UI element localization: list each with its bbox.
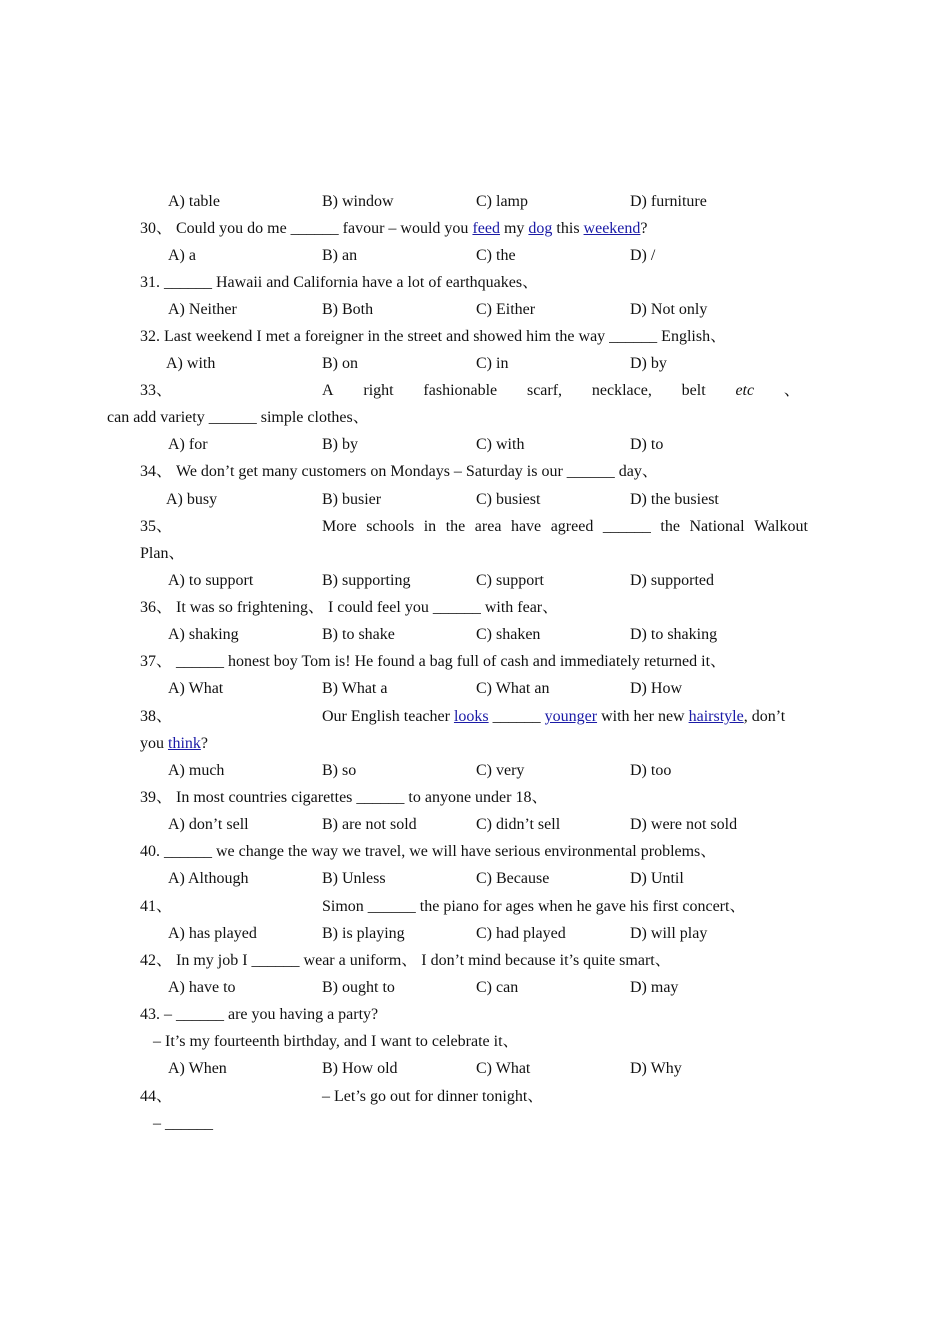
option-a: A) Neither xyxy=(168,301,237,318)
option-b: B) an xyxy=(322,247,358,264)
word: schools xyxy=(366,518,415,535)
option-a: A) What xyxy=(168,680,224,697)
link-hairstyle[interactable]: hairstyle xyxy=(688,708,744,725)
option-a: A) shaking xyxy=(168,626,239,643)
word: belt xyxy=(681,382,706,399)
word: have xyxy=(510,518,542,535)
option-b: B) window xyxy=(322,193,394,210)
word: the xyxy=(660,518,680,535)
word: the xyxy=(445,518,466,535)
option-d: D) the busiest xyxy=(630,491,719,508)
question-33-number: 33、 xyxy=(140,382,173,399)
word: Walkout xyxy=(754,518,808,535)
option-d: D) to xyxy=(630,436,664,453)
word: necklace, xyxy=(591,382,652,399)
option-c: C) What an xyxy=(476,680,550,697)
option-d: D) How xyxy=(630,680,682,697)
option-b: B) busier xyxy=(322,491,382,508)
question-39: 39、 In most countries cigarettes ______ to anyone under 18、 xyxy=(140,789,548,806)
question-text: with her new xyxy=(597,708,689,725)
option-d: D) / xyxy=(630,247,656,264)
option-a: A) don’t sell xyxy=(168,816,249,833)
question-44-number: 44、 xyxy=(140,1088,173,1105)
option-a: A) a xyxy=(168,247,196,264)
option-b: B) on xyxy=(322,355,358,372)
word: 、 xyxy=(783,382,800,399)
question-43-reply: – It’s my fourteenth birthday, and I want to celebrate it、 xyxy=(153,1033,519,1050)
option-b: B) supporting xyxy=(322,572,411,589)
word: National xyxy=(689,518,745,535)
word: A xyxy=(322,382,334,399)
question-44-reply: – ______ xyxy=(153,1115,213,1132)
question-text: this xyxy=(552,220,584,237)
option-c: C) Either xyxy=(476,301,536,318)
option-a: A) busy xyxy=(166,491,218,508)
option-c: C) can xyxy=(476,979,519,996)
option-d: D) will play xyxy=(630,925,708,942)
option-a: A) much xyxy=(168,762,225,779)
option-b: B) are not sold xyxy=(322,816,417,833)
question-40: 40. ______ we change the way we travel, we will have serious environmental problems、 xyxy=(140,843,717,860)
question-44: – Let’s go out for dinner tonight、 xyxy=(322,1088,544,1105)
option-a: A) has played xyxy=(168,925,257,942)
option-d: D) may xyxy=(630,979,679,996)
option-b: B) What a xyxy=(322,680,388,697)
option-a: A) When xyxy=(168,1060,227,1077)
option-c: C) very xyxy=(476,762,525,779)
option-a: A) with xyxy=(166,355,216,372)
option-d: D) Until xyxy=(630,870,684,887)
option-d: D) furniture xyxy=(630,193,707,210)
option-c: C) the xyxy=(476,247,516,264)
option-d: D) supported xyxy=(630,572,714,589)
word: scarf, xyxy=(526,382,563,399)
word: right xyxy=(363,382,394,399)
word: ______ xyxy=(602,518,651,535)
question-38-number: 38、 xyxy=(140,708,173,725)
option-b: B) ought to xyxy=(322,979,395,996)
question-text: 30、 Could you do me ______ favour – would you xyxy=(140,220,473,237)
option-b: B) How old xyxy=(322,1060,398,1077)
word: More xyxy=(322,518,357,535)
option-b: B) by xyxy=(322,436,358,453)
question-text: , don’t xyxy=(743,708,786,725)
question-35-line1 xyxy=(322,513,808,540)
option-b: B) Both xyxy=(322,301,374,318)
option-c: C) busiest xyxy=(476,491,541,508)
question-37: 37、 ______ honest boy Tom is! He found a bag full of cash and immediately returned it、 xyxy=(140,653,727,670)
question-text: ? xyxy=(640,220,648,237)
link-looks[interactable]: looks xyxy=(453,708,489,725)
question-41-number: 41、 xyxy=(140,898,173,915)
option-c: C) shaken xyxy=(476,626,541,643)
link-dog[interactable]: dog xyxy=(528,220,553,237)
question-text: ? xyxy=(200,735,208,752)
question-33-line1 xyxy=(322,377,800,404)
question-38-line1 xyxy=(322,703,785,730)
option-b: B) is playing xyxy=(322,925,405,942)
question-43: 43. – ______ are you having a party? xyxy=(140,1006,379,1023)
option-d: D) too xyxy=(630,762,672,779)
option-c: C) Because xyxy=(476,870,550,887)
question-33-line2: can add variety ______ simple clothes、 xyxy=(107,409,369,426)
option-c: C) What xyxy=(476,1060,531,1077)
option-d: D) to shaking xyxy=(630,626,718,643)
option-c: C) in xyxy=(476,355,509,372)
option-c: C) support xyxy=(476,572,544,589)
word: agreed xyxy=(550,518,594,535)
question-41: Simon ______ the piano for ages when he gave his first concert、 xyxy=(322,898,746,915)
option-d: D) Why xyxy=(630,1060,682,1077)
option-d: D) were not sold xyxy=(630,816,738,833)
question-text: ______ xyxy=(488,708,545,725)
link-weekend[interactable]: weekend xyxy=(583,220,641,237)
option-c: C) didn’t sell xyxy=(476,816,561,833)
question-35-line2: Plan、 xyxy=(140,545,185,562)
link-younger[interactable]: younger xyxy=(544,708,598,725)
option-d: D) Not only xyxy=(630,301,708,318)
option-c: C) had played xyxy=(476,925,566,942)
link-think[interactable]: think xyxy=(168,735,201,752)
question-42: 42、 In my job I ______ wear a uniform、 I don’t mind because it’s quite smart、 xyxy=(140,952,671,969)
option-d: D) by xyxy=(630,355,667,372)
question-30 xyxy=(140,215,648,242)
question-34: 34、 We don’t get many customers on Mondays – Saturday is our ______ day、 xyxy=(140,463,658,480)
option-b: B) Unless xyxy=(322,870,386,887)
option-b: B) to shake xyxy=(322,626,395,643)
option-a: A) have to xyxy=(168,979,236,996)
question-text: you xyxy=(140,735,168,752)
question-35-number: 35、 xyxy=(140,518,173,535)
link-feed[interactable]: feed xyxy=(472,220,500,237)
word: area xyxy=(474,518,502,535)
option-c: C) with xyxy=(476,436,525,453)
option-c: C) lamp xyxy=(476,193,528,210)
question-text: Our English teacher xyxy=(322,708,454,725)
option-b: B) so xyxy=(322,762,357,779)
question-32: 32. Last weekend I met a foreigner in the street and showed him the way ______ English、 xyxy=(140,328,727,345)
option-a: A) Although xyxy=(168,870,249,887)
question-31: 31. ______ Hawaii and California have a lot of earthquakes、 xyxy=(140,274,539,291)
option-a: A) table xyxy=(168,193,220,210)
question-36: 36、 It was so frightening、 I could feel you ______ with fear、 xyxy=(140,599,559,616)
option-a: A) for xyxy=(168,436,208,453)
question-38-line2 xyxy=(140,730,208,757)
word: etc xyxy=(735,382,755,399)
word: fashionable xyxy=(423,382,498,399)
word: in xyxy=(423,518,437,535)
option-a: A) to support xyxy=(168,572,254,589)
question-text: my xyxy=(499,220,529,237)
